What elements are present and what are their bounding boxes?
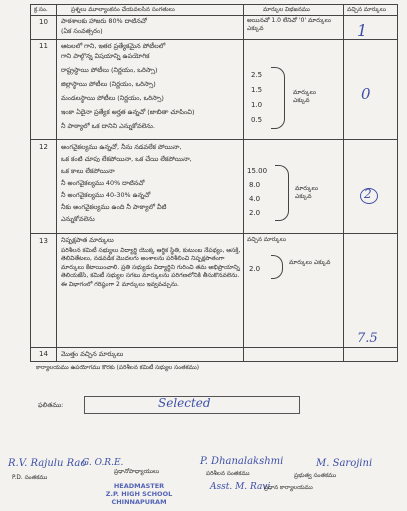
row13-brace-text: మార్కులు ఎక్కువ [289,259,331,266]
stamp-line: Z.P. HIGH SCHOOL [105,490,173,498]
row13-sub-header: వచ్చిన మార్కులు [247,237,286,243]
row14-text: మొత్తం వచ్చిన మార్కులు [61,350,124,358]
row11-line: నీ పాఠ్యాలో ఒక దానిని ఎన్నుకోవలెను. [61,122,155,130]
row11-line: ఇంకా ఏదైనా ప్రత్యేక అర్హత ఉన్నచో (జాబితా చూపించి) [61,108,195,116]
row-divider [31,15,397,16]
header-marks-scale: మార్కుల విభజనము [263,7,310,13]
row11-line: గాని పాల్గొన్న విషయాన్ని ఉపయోగిక [61,52,150,60]
signature-5-role: ప్రధాన కార్యాలయము [264,485,313,491]
row11-brace-text: మార్కులు ఎక్కువ [293,89,316,105]
row-number: 14 [39,350,48,358]
row11-awarded: 0 [361,85,371,103]
row10-marks-text: అయినచో 1.0 లేనిచో '0' మార్కులు ఎక్కువ [247,17,331,33]
header-criteria: ప్రశ్నలు మూల్యాంకనం చేయవలసిన సంగతులు [71,7,175,13]
column-divider [56,5,57,361]
evaluation-table [30,4,398,362]
column-divider [243,5,244,361]
row-divider [31,233,397,234]
header-sno: క్ర.సం. [34,7,48,13]
row12-awarded: 2 [364,187,372,201]
row12-score: 15.00 [247,167,268,175]
row12-line: నీ అంగవైకల్యము 40-30% ఉన్నచో [61,191,151,199]
signature-1-role: P.D. సంతకము [12,475,48,481]
score-brace [271,255,283,279]
signature-5: Asst. M. Ravi [210,482,271,492]
row10-line: పాఠశాలకు హాజరు 80% దాటినచో [61,17,147,25]
result-value: Selected [158,396,211,410]
row12-brace-text: మార్కులు ఎక్కువ [295,185,318,201]
row11-score: 1.0 [251,101,263,109]
row11-line: రాష్ట్రస్థాయి పోటీలు (నిర్ణయం, ఒరిస్సా) [61,66,158,74]
row12-line: నీ అంగవైకల్యము 40% దాటినచో [61,179,145,187]
row14-total: 7.5 [357,331,378,346]
row11-score: 0.5 [251,116,263,124]
row11-score: 1.5 [251,86,263,94]
row12-score: 2.0 [249,209,261,217]
row-number: 10 [39,18,48,26]
row-divider [31,39,397,40]
row11-line: జిల్లాస్థాయి పోటీలు (నిర్ణయం, ఒరిస్సా) [61,80,156,88]
header-marks-given: వచ్చిన మార్కులు [347,7,386,13]
row-number: 13 [39,237,48,245]
score-brace [271,67,285,129]
column-divider [343,5,344,361]
row12-score: 4.0 [249,195,261,203]
row12-line: నీకు అంగవైకల్యము ఉంది నీ పాఠ్యాలో వీటి [61,203,167,211]
signature-1: R.V. Rajulu Rao [8,458,87,469]
row-divider [31,139,397,140]
row10-line: (ఏక సంవత్సరం) [61,27,103,35]
headmaster-stamp [98,482,180,508]
score-brace [275,165,289,221]
signature-3: P. Dhanalakshmi [200,456,284,467]
row12-line: అంగవైకల్యము ఉన్నచో, నీను నడవలేక పోయినా, [61,143,182,151]
row-number: 11 [39,42,48,50]
row-number: 12 [39,143,48,151]
office-use-note: కార్యాలయము ఉపయోగము కొరకు (పరిశీలన కమిటీ సభ్యుల సంతకము) [36,365,200,371]
signature-4: M. Sarojini [316,458,373,469]
row12-line: ఒక కాలు లేకపోయినా [61,167,115,175]
result-label: ఫలితము: [38,401,64,409]
row12-line: ఎన్నుకోవలెను [61,215,95,223]
row12-score: 8.0 [249,181,261,189]
signature-4-role: ప్రభుత్వ సంతకము [294,473,337,479]
row12-line: ఒక కంటి చూపు లేకపోయినా, ఒక చేయి లేకపోయినా, [61,155,192,163]
row13-title: నిష్పక్షపాత మార్కులు [61,236,114,244]
row13-body: పరిశీలన కమిటీ సభ్యులు విద్యార్థి యొక్క ఆర్థిక స్థితి, కుటుంబ నేపథ్యం, ఆసక్తి, తెలివితేటలు, నడవడిక మొదలగు అంశాలను పరిశీలించి నిష్పక్షపాతంగా మార్కులు కేటాయించాలి. ప్రతి సభ్యుడు విద్యార్థిని గురించి తమ అభిప్రాయాన్ని తెలియజేసి, కమిటీ సభ్యుల సగటు మార్కులను పరిగణలోనికి తీసుకొనవలెను. ఈ విభాగంలో గరిష్ఠంగా 2 మార్కులు ఇవ్వవచ్చును. [61,247,241,288]
stamp-line: HEADMASTER [113,482,165,490]
row-divider [31,347,397,348]
row11-line: మండలస్థాయి పోటీలు (నిర్ణయం, ఒరిస్సా) [61,94,164,102]
signature-2-role: ప్రధానోపాధ్యాయులు [114,469,160,475]
row11-score: 2.5 [251,71,263,79]
stamp-line: CHINNAPURAM [111,498,167,506]
signature-3-role: పరిశీలన సంతకము [206,471,250,477]
signature-2: G. O.R.E. [82,458,124,468]
row11-line: ఆటలలో గాని, ఇతర ప్రత్యేకమైన పోటీలలో [61,42,166,50]
row10-awarded: 1 [357,21,368,40]
row13-score: 2.0 [249,265,261,273]
